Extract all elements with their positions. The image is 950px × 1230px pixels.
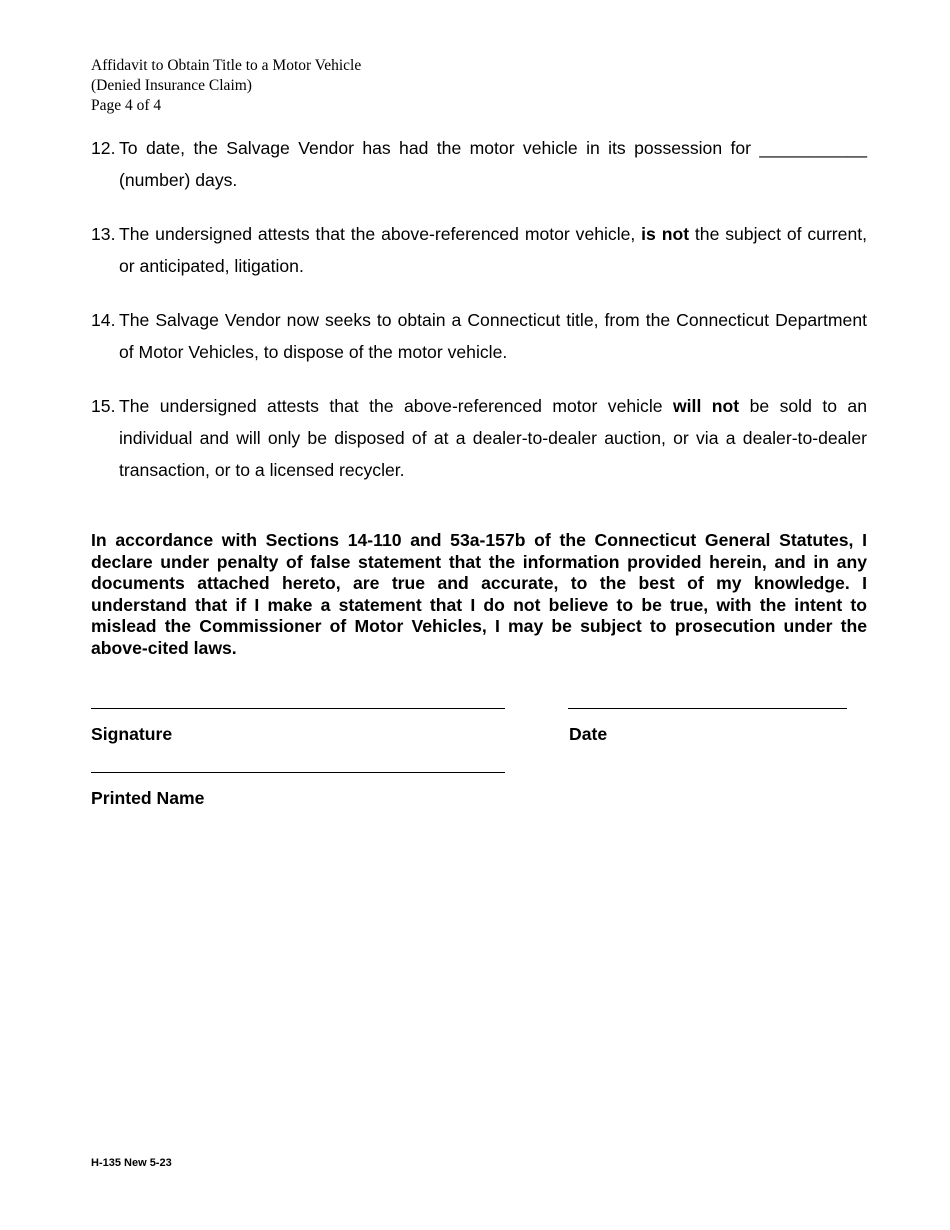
- printed-name-line[interactable]: [91, 772, 505, 773]
- signature-line[interactable]: [91, 708, 505, 709]
- document-header: [91, 56, 361, 116]
- declaration-paragraph: In accordance with Sections 14-110 and 53a-157b of the Connecticut General Statutes, I declare under penalty of false statement that the information provided herein, and in any documents attached hereto, are true and accurate, to the best of my knowledge. I understand that if I make a statement that I do not believe to be true, with the intent to mislead the Commissioner of Motor Vehicles, I may be subject to prosecution under the above-cited laws.: [91, 530, 867, 658]
- statement-15: [91, 390, 867, 486]
- date-label: Date: [569, 724, 608, 744]
- statement-number: 14.: [91, 310, 116, 330]
- printed-name-label: Printed Name: [91, 788, 205, 808]
- statement-text: The Salvage Vendor now seeks to obtain a Connecticut title, from the Connecticut Department of Motor Vehicles, to dispose of the motor vehicle.: [119, 310, 867, 362]
- statement-text: To date, the Salvage Vendor has had the motor vehicle in its possession for ___________ (number) days.: [119, 138, 867, 190]
- page-number: Page 4 of 4: [91, 97, 162, 114]
- document-title: Affidavit to Obtain Title to a Motor Vehicle: [91, 57, 362, 74]
- statement-text: The undersigned attests that the above-referenced motor vehicle will not be sold to an individual and will only be disposed of at a dealer-to-dealer auction, or via a dealer-to-dealer transaction, or to a licensed recycler.: [119, 396, 868, 480]
- statement-14: [91, 304, 867, 368]
- signature-label: Signature: [91, 724, 173, 744]
- statement-number: 12.: [91, 138, 116, 158]
- numbered-statements: [91, 132, 867, 508]
- statement-number: 15.: [91, 396, 116, 416]
- statement-12: [91, 132, 867, 196]
- statement-text: The undersigned attests that the above-referenced motor vehicle, is not the subject of current, or anticipated, litigation.: [119, 224, 868, 276]
- document-subtitle: (Denied Insurance Claim): [91, 77, 252, 94]
- form-code: H-135 New 5-23: [91, 1157, 172, 1169]
- statement-13: [91, 218, 867, 282]
- emphasis-will-not: will not: [672, 396, 740, 416]
- statement-number: 13.: [91, 224, 116, 244]
- date-line[interactable]: [568, 708, 847, 709]
- emphasis-is-not: is not: [641, 224, 690, 244]
